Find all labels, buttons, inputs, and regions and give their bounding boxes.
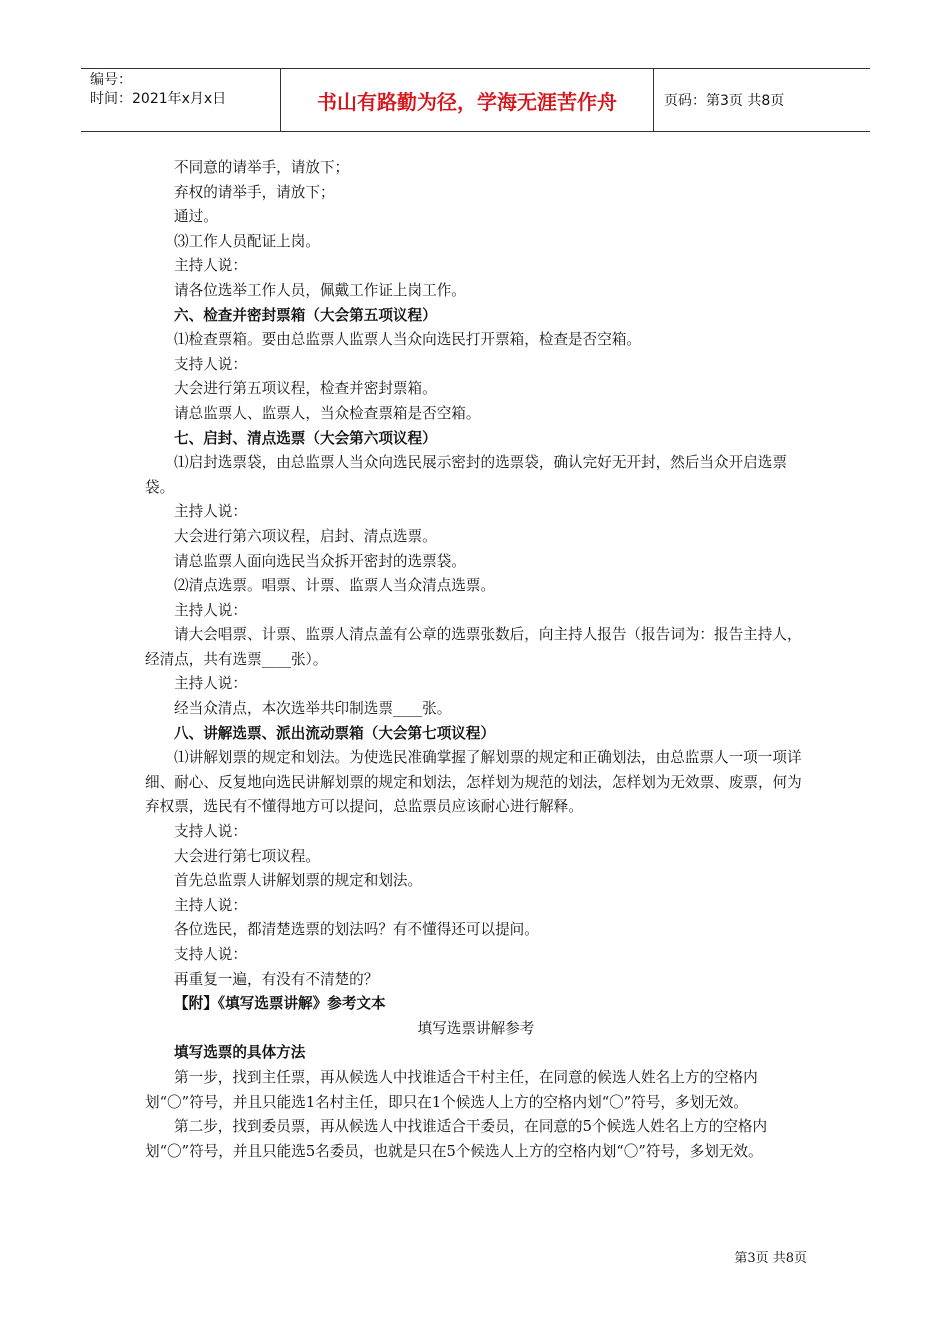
paragraph: 各位选民，都清楚选票的划法吗？有不懂得还可以提问。	[174, 921, 539, 939]
page-label: 页码：第3页 共8页	[664, 93, 785, 109]
number-label: 编号：	[90, 72, 132, 88]
paragraph: 第二步，找到委员票，再从候选人中找谁适合干委员，在同意的5个候选人姓名上方的空格内划“〇”符号，并且只能选5名委员，也就是只在5个候选人上方的空格内划“〇”符号，多划无效。	[145, 1118, 768, 1160]
paragraph: 支持人说：	[174, 355, 247, 373]
section-heading: 填写选票的具体方法	[174, 1044, 306, 1062]
header-meta-cell	[81, 69, 281, 131]
paragraph: ⑴检查票箱。要由总监票人监票人当众向选民打开票箱，检查是否空箱。	[174, 331, 642, 349]
header-table	[81, 68, 870, 132]
paragraph: 大会进行第六项议程，启封、清点选票。	[174, 527, 437, 545]
paragraph: 大会进行第五项议程，检查并密封票箱。	[174, 380, 437, 398]
paragraph: ⑴讲解划票的规定和划法。为使选民准确掌握了解划票的规定和正确划法，由总监票人一项一项详细、耐心、反复地向选民讲解划票的规定和划法，怎样划为规范的划法，怎样划为无效票、废票，何为弃权票，选民有不懂得地方可以提问，总监票员应该耐心进行解释。	[145, 749, 802, 816]
section-heading: 【附】《填写选票讲解》参考文本	[174, 995, 386, 1013]
paragraph: 首先总监票人讲解划票的规定和划法。	[174, 872, 423, 890]
paragraph: 弃权的请举手，请放下；	[174, 183, 335, 201]
paragraph: 请大会唱票、计票、监票人清点盖有公章的选票张数后，向主持人报告（报告词为：报告主持人，经清点，共有选票____张）。	[145, 626, 802, 668]
paragraph: ⑵清点选票。唱票、计票、监票人当众清点选票。	[174, 577, 496, 595]
paragraph: 不同意的请举手，请放下；	[174, 159, 350, 176]
paragraph: ⑴启封选票袋，由总监票人当众向选民展示密封的选票袋，确认完好无开封，然后当众开启选票袋。	[145, 454, 787, 496]
paragraph: 再重复一遍，有没有不清楚的？	[174, 970, 379, 988]
paragraph: 主持人说：	[174, 601, 247, 619]
motto-text: 书山有路勤为径，学海无涯苦作舟	[317, 89, 617, 114]
paragraph: 请总监票人面向选民当众拆开密封的选票袋。	[174, 552, 466, 570]
paragraph: 主持人说：	[174, 896, 247, 914]
section-heading: 七、启封、清点选票（大会第六项议程）	[174, 429, 437, 447]
paragraph: 主持人说：	[174, 503, 247, 521]
paragraph: 请总监票人、监票人，当众检查票箱是否空箱。	[174, 404, 481, 422]
page-number-cell	[654, 69, 870, 131]
paragraph: 支持人说：	[174, 946, 247, 963]
motto-cell	[281, 69, 654, 131]
time-label: 时间：2021年x月x日	[90, 91, 227, 107]
paragraph: 请各位选举工作人员，佩戴工作证上岗工作。	[174, 281, 466, 299]
paragraph: ⑶工作人员配证上岗。	[174, 232, 320, 250]
paragraph: 大会进行第七项议程。	[174, 847, 320, 865]
document-body	[145, 156, 807, 1164]
paragraph: 主持人说：	[174, 675, 247, 693]
paragraph: 主持人说：	[174, 257, 247, 275]
paragraph: 通过。	[174, 208, 218, 226]
page-footer	[734, 1247, 807, 1266]
paragraph: 经当众清点，本次选举共印制选票____张。	[174, 700, 452, 718]
footer-page-text: 第3页 共8页	[734, 1251, 807, 1266]
paragraph: 填写选票讲解参考	[417, 1019, 535, 1037]
section-heading: 八、讲解选票、派出流动票箱（大会第七项议程）	[174, 724, 496, 742]
paragraph: 支持人说：	[174, 823, 247, 841]
section-heading: 六、检查并密封票箱（大会第五项议程）	[174, 306, 437, 324]
paragraph: 第一步，找到主任票，再从候选人中找谁适合干村主任，在同意的候选人姓名上方的空格内划“〇”符号，并且只能选1名村主任，即只在1个候选人上方的空格内划“〇”符号，多划无效。	[145, 1068, 758, 1111]
